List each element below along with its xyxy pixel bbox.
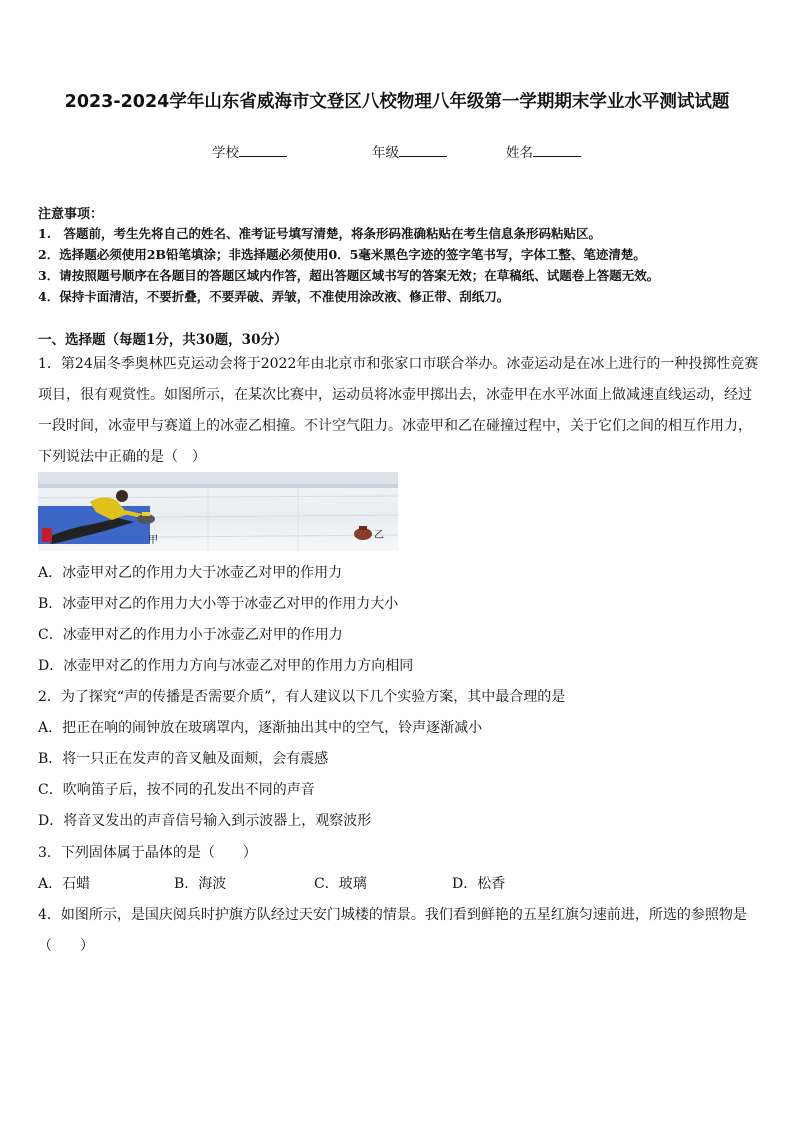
question-1-option-c: C．冰壶甲对乙的作用力小于冰壶乙对甲的作用力 <box>38 627 343 643</box>
curling-illustration <box>38 472 398 551</box>
curling-figure <box>38 472 398 551</box>
question-4-line: （ ） <box>38 938 94 954</box>
question-1-line: 1．第24届冬季奥林匹克运动会将于2022年由北京市和张家口市联合举办。冰壶运动是在冰上进行的一种投掷性竞赛 <box>38 356 759 372</box>
section-heading: 一、选择题（每题1分，共30题，30分） <box>38 332 288 348</box>
name-label: 姓名 <box>506 145 533 161</box>
grade-label: 年级 <box>372 145 399 161</box>
grade-field <box>372 141 447 161</box>
name-field <box>506 141 581 161</box>
rink-boards <box>38 472 398 484</box>
notice-item: 4．保持卡面清洁，不要折叠，不要弄破、弄皱，不准使用涂改液、修正带、刮纸刀。 <box>38 289 510 304</box>
question-3-option-c: C．玻璃 <box>314 876 367 892</box>
name-blank <box>533 144 581 157</box>
question-2-option-c: C．吹响笛子后，按不同的孔发出不同的声音 <box>38 782 315 798</box>
notice-item: 3．请按照题号顺序在各题目的答题区域内作答，超出答题区域书写的答案无效；在草稿纸、试题卷上答题无效。 <box>38 268 660 283</box>
question-1-line: 项目，很有观赏性。如图所示，在某次比赛中，运动员将冰壶甲掷出去，冰壶甲在水平冰面上做减速直线运动，经过 <box>38 387 752 403</box>
notice-heading: 注意事项： <box>38 207 104 222</box>
question-1-option-b: B．冰壶甲对乙的作用力大小等于冰壶乙对甲的作用力大小 <box>38 596 399 612</box>
question-1-option-a: A．冰壶甲对乙的作用力大于冰壶乙对甲的作用力 <box>38 565 343 581</box>
question-2-option-d: D．将音叉发出的声音信号输入到示波器上，观察波形 <box>38 813 372 829</box>
question-3-stem: 3．下列固体属于晶体的是（ ） <box>38 845 257 861</box>
question-4-line: 4．如图所示，是国庆阅兵时护旗方队经过天安门城楼的情景。我们看到鲜艳的五星红旗匀速前进，所选的参照物是 <box>38 907 747 923</box>
question-1-line: 一段时间，冰壶甲与赛道上的冰壶乙相撞。不计空气阻力。冰壶甲和乙在碰撞过程中，关于它们之间的相互作用力， <box>38 418 752 434</box>
athlete-head <box>116 490 128 502</box>
athlete-shoe <box>42 528 52 542</box>
question-3-option-d: D．松香 <box>452 876 506 892</box>
question-2-stem: 2．为了探究“声的传播是否需要介质”，有人建议以下几个实验方案，其中最合理的是 <box>38 689 566 705</box>
grade-blank <box>399 144 447 157</box>
page-title: 2023-2024学年山东省威海市文登区八校物理八年级第一学期期末学业水平测试试题 <box>64 92 730 112</box>
question-2-option-a: A．把正在响的闹钟放在玻璃罩内，逐渐抽出其中的空气，铃声逐渐减小 <box>38 720 483 736</box>
label-yi: 乙 <box>374 530 384 541</box>
school-label: 学校 <box>212 145 239 161</box>
label-jia: 甲 <box>148 535 158 546</box>
notice-item: 2．选择题必须使用2B铅笔填涂；非选择题必须使用0．5毫米黑色字迹的签字笔书写，字体工整、笔迹清楚。 <box>38 247 646 262</box>
school-field <box>212 141 287 161</box>
question-1-line: 下列说法中正确的是（ ） <box>38 449 206 465</box>
notice-item: 1. 答题前，考生先将自己的姓名、准考证号填写清楚，将条形码准确粘贴在考生信息条形码粘贴区。 <box>38 226 602 241</box>
question-2-option-b: B．将一只正在发声的音叉触及面颊，会有震感 <box>38 751 329 767</box>
question-1-option-d: D．冰壶甲对乙的作用力方向与冰壶乙对甲的作用力方向相同 <box>38 658 414 674</box>
school-blank <box>239 144 287 157</box>
question-3-option-b: B．海波 <box>174 876 227 892</box>
question-3-option-a: A．石蜡 <box>38 876 91 892</box>
